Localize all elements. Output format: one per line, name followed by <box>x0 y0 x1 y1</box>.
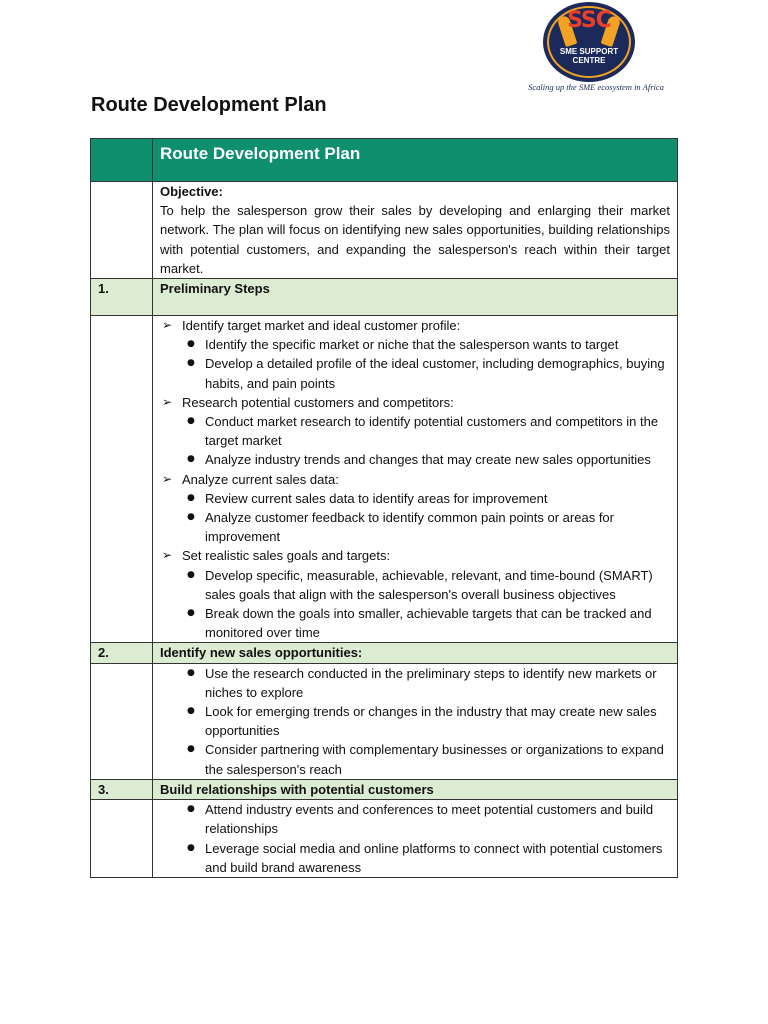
list-item <box>160 393 670 470</box>
section-content-number-cell <box>91 316 153 643</box>
list-item: ● Leverage social media and online platforms to connect with potential customers and build brand awareness <box>160 839 670 877</box>
section-number: 2. <box>91 643 153 663</box>
logo-name-line2: CENTRE <box>572 56 606 65</box>
objective-label: Objective: <box>160 184 223 199</box>
organization-logo <box>506 2 686 94</box>
objective-text: To help the salesperson grow their sales by developing and enlarging their market network. The plan will focus on identifying new sales opportunities, building relationships with potential customers, and expanding the salesperson's reach within their target market. <box>160 203 670 276</box>
substep-list <box>182 412 670 470</box>
section-content-row <box>91 316 678 643</box>
step-heading: Identify target market and ideal customer profile: <box>182 318 461 334</box>
section-title: Build relationships with potential customers <box>153 779 678 799</box>
section-row <box>91 279 678 316</box>
table-header-title: Route Development Plan <box>160 144 361 163</box>
step-list <box>160 316 670 642</box>
section-number: 1. <box>91 279 153 316</box>
logo-monogram: SSC <box>567 8 611 33</box>
substep-list <box>182 489 670 547</box>
list-item: ● Analyze industry trends and changes that may create new sales opportunities <box>182 450 670 469</box>
list-item: ● Look for emerging trends or changes in the industry that may create new sales opportunities <box>160 702 670 740</box>
section-row <box>91 779 678 799</box>
list-item: ● Conduct market research to identify potential customers and competitors in the target market <box>182 412 670 450</box>
section-content-cell <box>153 663 678 779</box>
list-item <box>160 546 670 642</box>
logo-name-line1: SME SUPPORT <box>559 47 619 56</box>
logo-name <box>543 47 635 65</box>
substep-list <box>182 335 670 393</box>
section-content-row <box>91 800 678 878</box>
list-item: ● Use the research conducted in the preliminary steps to identify new markets or niches to explore <box>160 664 670 702</box>
table-header-row <box>91 139 678 182</box>
section-content-cell <box>153 316 678 643</box>
substep-list <box>182 566 670 643</box>
step-heading: Research potential customers and competitors: <box>182 394 454 410</box>
list-item <box>160 316 670 393</box>
list-item: ● Develop specific, measurable, achievable, relevant, and time-bound (SMART) sales goals that align with the salesperson's overall business objectives <box>182 566 670 604</box>
list-item: ● Break down the goals into smaller, achievable targets that can be tracked and monitored over time <box>182 604 670 642</box>
section-content-number-cell <box>91 663 153 779</box>
logo-emblem <box>543 2 635 82</box>
objective-cell <box>153 182 678 279</box>
step-heading: Set realistic sales goals and targets: <box>182 548 391 564</box>
list-item: ● Identify the specific market or niche that the salesperson wants to target <box>182 335 670 354</box>
section-number: 3. <box>91 779 153 799</box>
header-number-cell <box>91 139 153 182</box>
section-content-row <box>91 663 678 779</box>
list-item: ● Consider partnering with complementary businesses or organizations to expand the salesperson's reach <box>160 740 670 778</box>
document-title: Route Development Plan <box>91 94 327 116</box>
list-item: ● Review current sales data to identify areas for improvement <box>182 489 670 508</box>
header-title-cell <box>153 139 678 182</box>
logo-tagline: Scaling up the SME ecosystem in Africa <box>528 82 664 92</box>
section-title: Preliminary Steps <box>153 279 678 316</box>
bullet-list <box>160 800 670 877</box>
section-content-number-cell <box>91 800 153 878</box>
section-title: Identify new sales opportunities: <box>153 643 678 663</box>
list-item <box>160 470 670 547</box>
step-heading: Analyze current sales data: <box>182 471 339 487</box>
bullet-list <box>160 664 670 779</box>
list-item: ● Analyze customer feedback to identify common pain points or areas for improvement <box>182 508 670 546</box>
objective-row <box>91 182 678 279</box>
objective-number-cell <box>91 182 153 279</box>
list-item: ● Attend industry events and conferences to meet potential customers and build relationships <box>160 800 670 838</box>
section-content-cell <box>153 800 678 878</box>
plan-table <box>90 138 678 878</box>
list-item: ● Develop a detailed profile of the ideal customer, including demographics, buying habits, and pain points <box>182 354 670 392</box>
section-row <box>91 643 678 663</box>
